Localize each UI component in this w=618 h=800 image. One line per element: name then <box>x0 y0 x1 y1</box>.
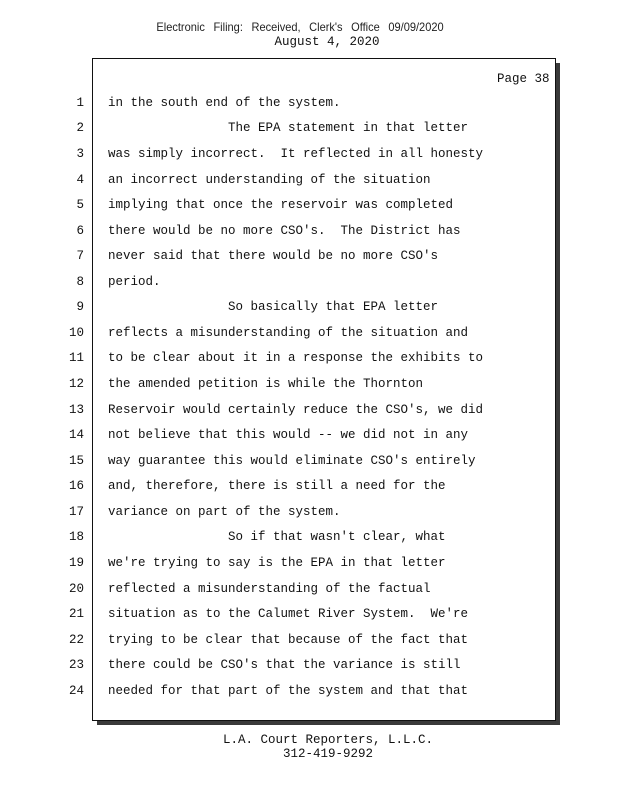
line-number: 16 <box>68 479 84 493</box>
line-number: 10 <box>68 326 84 340</box>
line-number: 8 <box>76 275 84 289</box>
line-text: The EPA statement in that letter <box>108 121 469 135</box>
reporter-phone: 312-419-9292 <box>282 747 373 761</box>
line-text: never said that there would be no more CSO's <box>108 249 439 263</box>
line-number: 24 <box>68 684 84 698</box>
line-text: reflects a misunderstanding of the situation and <box>108 326 469 340</box>
line-number: 13 <box>68 403 84 417</box>
line-text: period. <box>108 275 161 289</box>
reporter-company: L.A. Court Reporters, L.L.C. <box>222 733 434 747</box>
filing-stamp: Electronic Filing: Received, Clerk's Office 09/09/2020 <box>156 20 444 34</box>
line-text: and, therefore, there is still a need for the <box>108 479 446 493</box>
line-number: 2 <box>76 121 84 135</box>
line-number: 4 <box>76 173 84 187</box>
line-number: 22 <box>68 633 84 647</box>
line-number: 21 <box>68 607 84 621</box>
transcript-date: August 4, 2020 <box>274 35 380 49</box>
line-number: 15 <box>68 454 84 468</box>
line-number: 9 <box>76 300 84 314</box>
line-number: 3 <box>76 147 84 161</box>
line-text: situation as to the Calumet River System. We're <box>108 607 469 621</box>
line-text: there would be no more CSO's. The District has <box>108 224 461 238</box>
line-text: needed for that part of the system and that that <box>108 684 469 698</box>
line-text: not believe that this would -- we did not in any <box>108 428 469 442</box>
line-number: 1 <box>76 96 84 110</box>
line-text: variance on part of the system. <box>108 505 341 519</box>
line-text: there could be CSO's that the variance is still <box>108 658 461 672</box>
line-number: 20 <box>68 582 84 596</box>
page-number: Page 38 <box>497 72 550 86</box>
line-number: 12 <box>68 377 84 391</box>
line-text: the amended petition is while the Thornton <box>108 377 424 391</box>
line-number: 19 <box>68 556 84 570</box>
line-text: Reservoir would certainly reduce the CSO's, we did <box>108 403 484 417</box>
line-text: So basically that EPA letter <box>108 300 439 314</box>
line-text: trying to be clear that because of the fact that <box>108 633 469 647</box>
line-text: way guarantee this would eliminate CSO's entirely <box>108 454 476 468</box>
line-text: implying that once the reservoir was completed <box>108 198 454 212</box>
line-number: 17 <box>68 505 84 519</box>
line-number: 5 <box>76 198 84 212</box>
line-text: in the south end of the system. <box>108 96 341 110</box>
line-number: 6 <box>76 224 84 238</box>
line-text: So if that wasn't clear, what <box>108 530 446 544</box>
line-text: was simply incorrect. It reflected in all honesty <box>108 147 484 161</box>
line-text: an incorrect understanding of the situation <box>108 173 431 187</box>
line-text: to be clear about it in a response the exhibits to <box>108 351 484 365</box>
line-text: we're trying to say is the EPA in that letter <box>108 556 446 570</box>
line-number: 11 <box>68 351 84 365</box>
line-number: 14 <box>68 428 84 442</box>
line-text: reflected a misunderstanding of the factual <box>108 582 431 596</box>
line-number: 7 <box>76 249 84 263</box>
line-number: 18 <box>68 530 84 544</box>
line-number: 23 <box>68 658 84 672</box>
